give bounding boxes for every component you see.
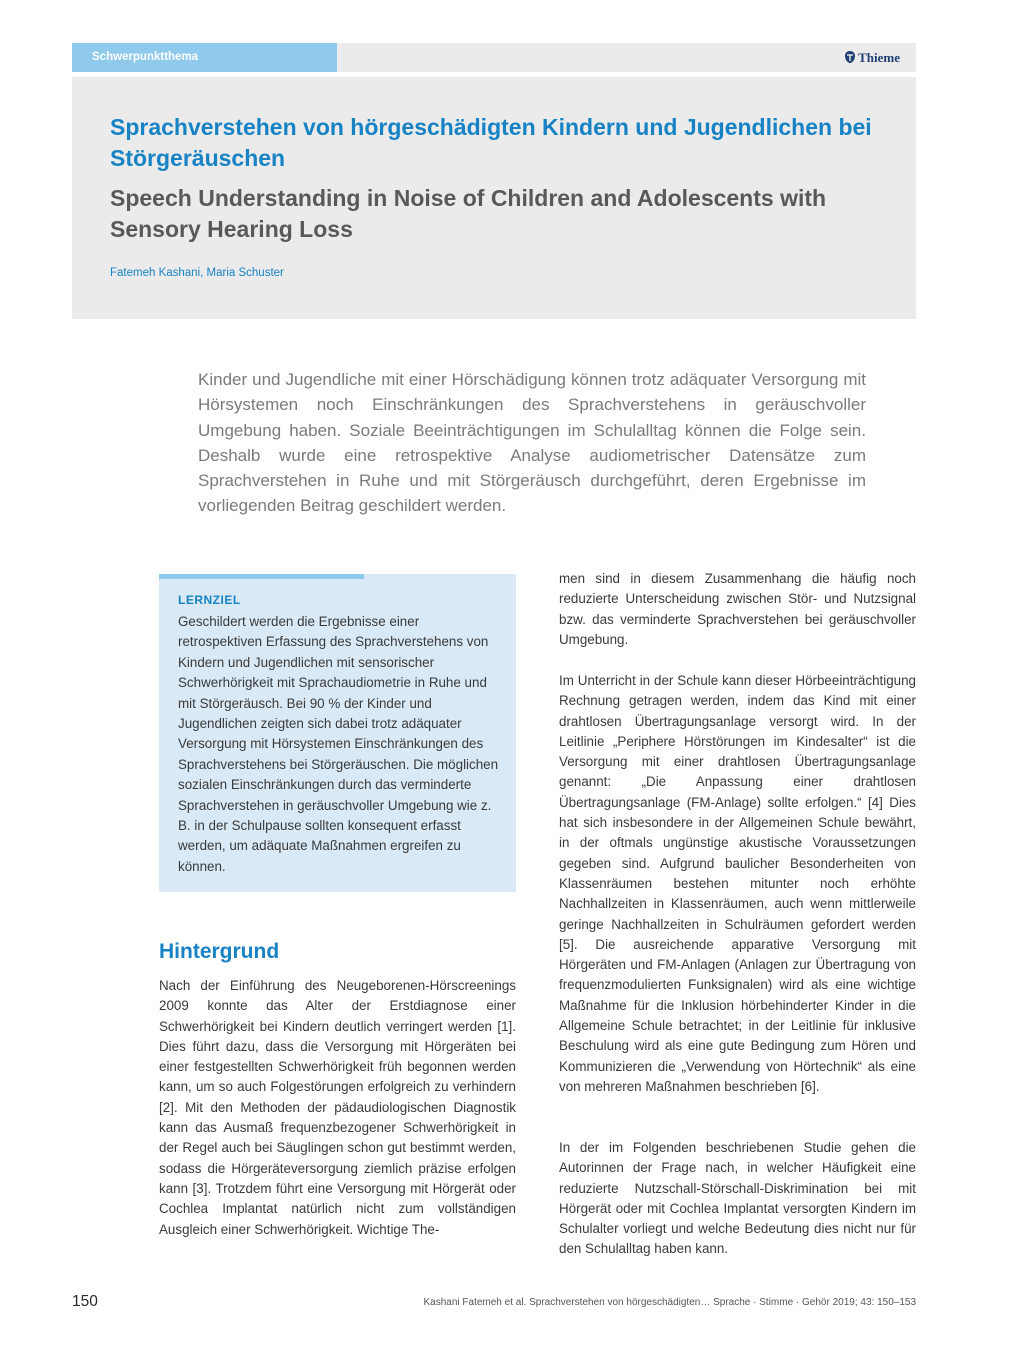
body-paragraph-left: Nach der Einführung des Neugeborenen-Hörscreenings 2009 konnte das Alter der Erstdiagnose einer Schwerhörigkeit bei Kindern deutlich verringert werden [1]. Dies führt dazu, dass die Versorgung mit Hörgeräten bei einer festgestellten Schwerhörigkeit früh begonnen werden kann, um so auch Folgestörungen erfolgreich zu verhindern [2]. Mit den Methoden der pädaudiologischen Diagnostik kann das Ausmaß frequenzbezogener Schwerhörigkeit in der Regel auch bei Säuglingen schon gut bestimmt werden, sodass die Hörgeräteversorgung ziemlich präzise erfolgen kann [3]. Trotzdem führt eine Versorgung mit Hörgerät oder Cochlea Implantat natürlich nicht zum vollständigen Ausgleich einer Schwerhörigkeit. Wichtige The- xyxy=(159,978,516,1237)
article-title-german: Sprachverstehen von hörgeschädigten Kindern und Jugendlichen bei Störgeräuschen xyxy=(110,114,872,171)
footer-citation: Kashani Fatemeh et al. Sprachverstehen von hörgeschädigten… Sprache · Stimme · Gehör 2019; 43: 150–153 xyxy=(423,1297,916,1308)
thieme-logo-icon xyxy=(845,51,855,63)
body-paragraph-right-3: In der im Folgenden beschriebenen Studie gehen die Autorinnen der Frage nach, in welcher Häufigkeit eine reduzierte Nutzschall-Störschall-Diskrimination bei mit Hörgerät oder mit Cochlea Implantat versorgten Kindern im Schulalter vorliegt und welche Bedeutung dies nicht nur für den Schulalltag haben kann. xyxy=(559,1140,916,1257)
article-header xyxy=(72,77,916,319)
section-label: Schwerpunktthema xyxy=(72,43,337,72)
learning-objective-label: LERNZIEL xyxy=(178,593,241,607)
section-heading: Hintergrund xyxy=(159,940,280,963)
article-authors: Fatemeh Kashani, Maria Schuster xyxy=(110,267,284,279)
publisher-name: Thieme xyxy=(858,50,900,65)
learning-objective-box xyxy=(159,574,516,892)
box-accent-bar xyxy=(159,574,364,579)
body-paragraph-right-1: men sind in diesem Zusammenhang die häufig noch reduzierte Unterscheidung zwischen Stör- und Nutzsignal bzw. das verminderte Sprachverstehen bei geräuschvoller Umgebung. xyxy=(559,571,916,647)
page-number: 150 xyxy=(72,1293,98,1310)
journal-top-bar xyxy=(72,43,916,72)
body-paragraph-right-2: Im Unterricht in der Schule kann dieser Hörbeeinträchtigung Rechnung getragen werden, indem das Kind mit einer drahtlosen Übertragungsanlage versorgt wird. In der Leitlinie „Periphere Hörstörungen im Kindesalter“ ist die Versorgung mit einer drahtlosen Übertragungsanlage genannt: „Die Anpassung einer drahtlosen Übertragungsanlage (FM-Anlage) sollte erfolgen.“ [4] Dies hat sich insbesondere in der Allgemeinen Schule bewährt, in der oftmals ungünstige akustische Voraussetzungen gegeben sind. Aufgrund baulicher Besonderheiten von Klassenräumen bestehen mitunter noch erhöhte Nachhallzeiten in Klassenräumen, auch wenn mittlerweile geringe Nachhallzeiten in Schulräumen gefordert werden [5]. Die ausreichende apparative Versorgung mit Hörgeräten und FM-Anlagen (Anlagen zur Übertragung von frequenzmodulierten Funksignalen) wird als eine wichtige Maßnahme für die Inklusion hörbehinderter Kinder in die Allgemeine Schule betrachtet; in der Leitlinie für inklusive Beschulung wird als eine gute Bedingung zum Hören und Kommunizieren die „Verwendung von Hörtechnik“ als eine von mehreren Maßnahmen beschrieben [6]. xyxy=(559,673,916,1094)
publisher-logo xyxy=(845,43,900,72)
article-abstract: Kinder und Jugendliche mit einer Hörschädigung können trotz adäquater Versorgung mit Hörsystemen noch Einschränkungen des Sprachverstehens in geräuschvoller Umgebung haben. Soziale Beeinträchtigungen im Schulalltag können die Folge sein. Deshalb wurde eine retrospektive Analyse audiometrischer Datensätze zum Sprachverstehen in Ruhe und mit Störgeräusch durchgeführt, deren Ergebnisse im vorliegenden Beitrag geschildert werden. xyxy=(198,370,866,516)
learning-objective-text: Geschildert werden die Ergebnisse einer retrospektiven Erfassung des Sprachverstehens von Kindern und Jugendlichen mit sensorischer Schwerhörigkeit mit Sprachaudiometrie in Ruhe und mit Störgeräusch. Bei 90 % der Kinder und Jugendlichen zeigten sich dabei trotz adäquater Versorgung mit Hörsystemen Einschränkungen des Sprachverstehens bei Störgeräuschen. Die möglichen sozialen Einschränkungen durch das verminderte Sprachverstehen in geräuschvoller Umgebung wie z. B. in der Schulpause sollten konsequent erfasst werden, um adäquate Maßnahmen ergreifen zu können. xyxy=(178,614,499,874)
article-title-english: Speech Understanding in Noise of Children and Adolescents with Sensory Hearing Loss xyxy=(110,185,827,242)
